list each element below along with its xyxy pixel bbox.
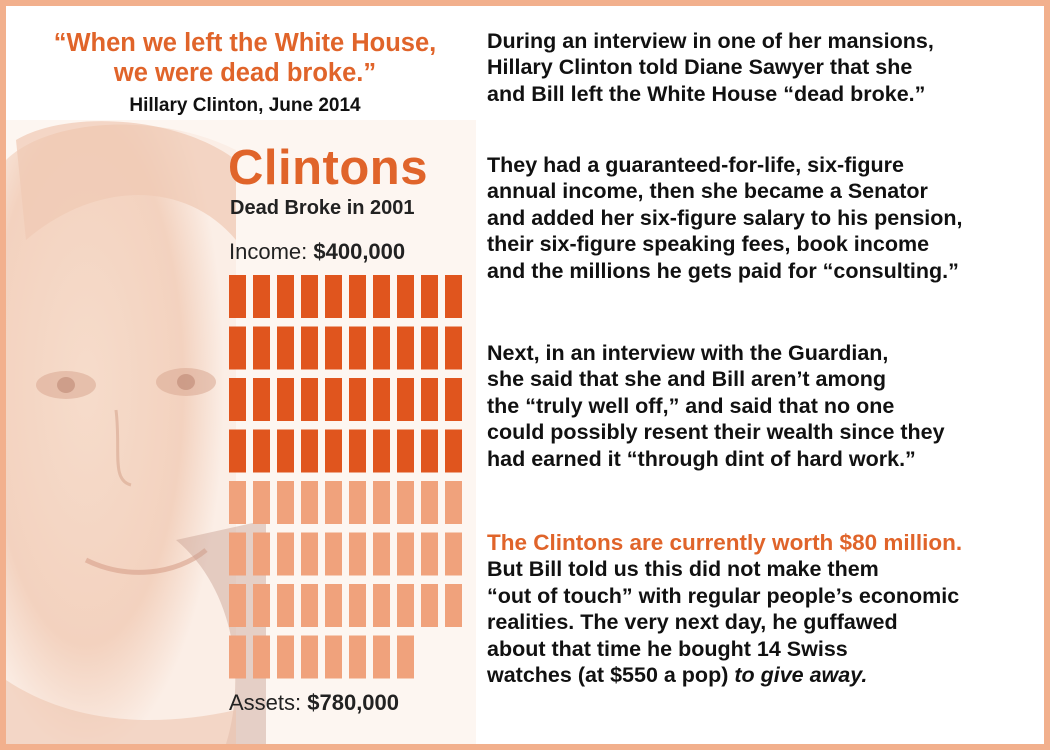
quote-headline [20,28,470,88]
asset-unit-bar [373,584,390,627]
income-unit-bar [301,430,318,473]
income-unit-bar [229,275,246,318]
asset-unit-bar [301,636,318,679]
paragraph-line: But Bill told us this did not make them [487,557,879,582]
graphic-subtitle: Dead Broke in 2001 [230,197,415,219]
paragraph-line: Hillary Clinton told Diane Sawyer that she [487,55,913,80]
asset-unit-bar [349,584,366,627]
asset-unit-bar [301,584,318,627]
paragraph-line: annual income, then she became a Senator [487,179,928,204]
assets-metric [229,690,399,716]
graphic-title: Clintons [228,141,428,195]
income-unit-bar [373,378,390,421]
paragraph-line: and added her six-figure salary to his pension, [487,205,963,230]
paragraph-line: They had a guaranteed-for-life, six-figure [487,153,904,177]
asset-unit-bar [373,636,390,679]
income-unit-bar [253,327,270,370]
income-unit-bar [253,275,270,318]
income-unit-bar [397,378,414,421]
assets-value: $780,000 [307,690,400,715]
asset-unit-bar [253,481,270,524]
asset-unit-bar [421,533,438,576]
income-label: Income: [229,239,314,264]
asset-unit-bar [229,533,246,576]
last-line-italic: to give away. [734,663,868,688]
asset-unit-bar [421,584,438,627]
quote-line-1: “When we left the White House, [53,29,437,57]
income-unit-bar [253,378,270,421]
asset-unit-bar [229,481,246,524]
asset-unit-bar [277,636,294,679]
income-unit-bar [349,327,366,370]
asset-unit-bar [325,481,342,524]
income-unit-bar [301,275,318,318]
paragraph-line: could possibly resent their wealth since they [487,420,945,445]
income-unit-bar [325,275,342,318]
income-unit-bar [277,378,294,421]
income-unit-bar [445,275,462,318]
paragraph-line: their six-figure speaking fees, book income [487,232,930,257]
asset-unit-bar [277,481,294,524]
last-line-plain: watches (at $550 a pop) [487,663,735,688]
asset-unit-bar [349,636,366,679]
paragraph-line: she said that she and Bill aren’t among [487,367,887,392]
income-unit-bar [229,327,246,370]
asset-unit-bar [445,481,462,524]
asset-unit-bar [397,481,414,524]
asset-unit-bar [373,481,390,524]
net-worth-highlight: The Clintons are currently worth $80 million. [487,530,963,555]
paragraph-line: Next, in an interview with the Guardian, [487,341,889,365]
asset-unit-bar [253,636,270,679]
asset-unit-bar [301,533,318,576]
asset-unit-bar [229,636,246,679]
asset-unit-bar [373,533,390,576]
paragraph-line: the “truly well off,” and said that no one [487,393,895,418]
income-unit-bar [301,378,318,421]
income-unit-bar [421,275,438,318]
paragraph-line: and Bill left the White House “dead broke.” [487,81,926,106]
income-unit-bar [373,327,390,370]
asset-unit-bar [349,481,366,524]
article-paragraph-2 [487,152,1043,284]
income-unit-bar [229,378,246,421]
paragraph-line: about that time he bought 14 Swiss [487,636,848,661]
paragraph-line: had earned it “through dint of hard work.” [487,446,916,471]
income-unit-bar [277,275,294,318]
assets-label: Assets: [229,690,308,715]
income-unit-bar [397,327,414,370]
income-value: $400,000 [313,239,406,264]
article-paragraph-1 [487,28,1043,107]
income-unit-bar [445,378,462,421]
income-unit-bar [301,327,318,370]
income-unit-bar [397,275,414,318]
paragraph-line: realities. The very next day, he guffawed [487,610,898,635]
income-unit-bar [253,430,270,473]
asset-unit-bar [277,533,294,576]
income-unit-bar [349,275,366,318]
asset-unit-bar [325,584,342,627]
income-unit-bar [445,327,462,370]
asset-unit-bar [397,584,414,627]
income-unit-bar [277,430,294,473]
paragraph-line: “out of touch” with regular people’s economic [487,583,960,608]
unit-bar-grid [229,275,469,685]
income-metric [229,239,405,265]
income-unit-bar [325,327,342,370]
asset-unit-bar [253,584,270,627]
income-unit-bar [421,327,438,370]
asset-unit-bar [325,533,342,576]
income-unit-bar [397,430,414,473]
income-unit-bar [373,275,390,318]
asset-unit-bar [445,584,462,627]
income-unit-bar [373,430,390,473]
income-unit-bar [325,430,342,473]
quote-attribution: Hillary Clinton, June 2014 [129,95,361,116]
asset-unit-bar [325,636,342,679]
income-unit-bar [325,378,342,421]
asset-unit-bar [421,481,438,524]
asset-unit-bar [229,584,246,627]
asset-unit-bar [445,533,462,576]
income-unit-bar [445,430,462,473]
income-unit-bar [349,378,366,421]
paragraph-line: and the millions he gets paid for “consulting.” [487,258,959,283]
article-paragraph-4 [487,530,1043,688]
paragraph-line: During an interview in one of her mansions, [487,29,934,53]
income-unit-bar [277,327,294,370]
asset-unit-bar [301,481,318,524]
income-unit-bar [229,430,246,473]
asset-unit-bar [349,533,366,576]
article-paragraph-3 [487,340,1043,472]
quote-line-2: we were dead broke.” [113,59,377,87]
income-unit-bar [349,430,366,473]
paragraph-line-last [487,662,1043,688]
asset-unit-bar [397,533,414,576]
income-unit-bar [421,430,438,473]
income-unit-bar [421,378,438,421]
asset-unit-bar [397,636,414,679]
asset-unit-bar [253,533,270,576]
asset-unit-bar [277,584,294,627]
